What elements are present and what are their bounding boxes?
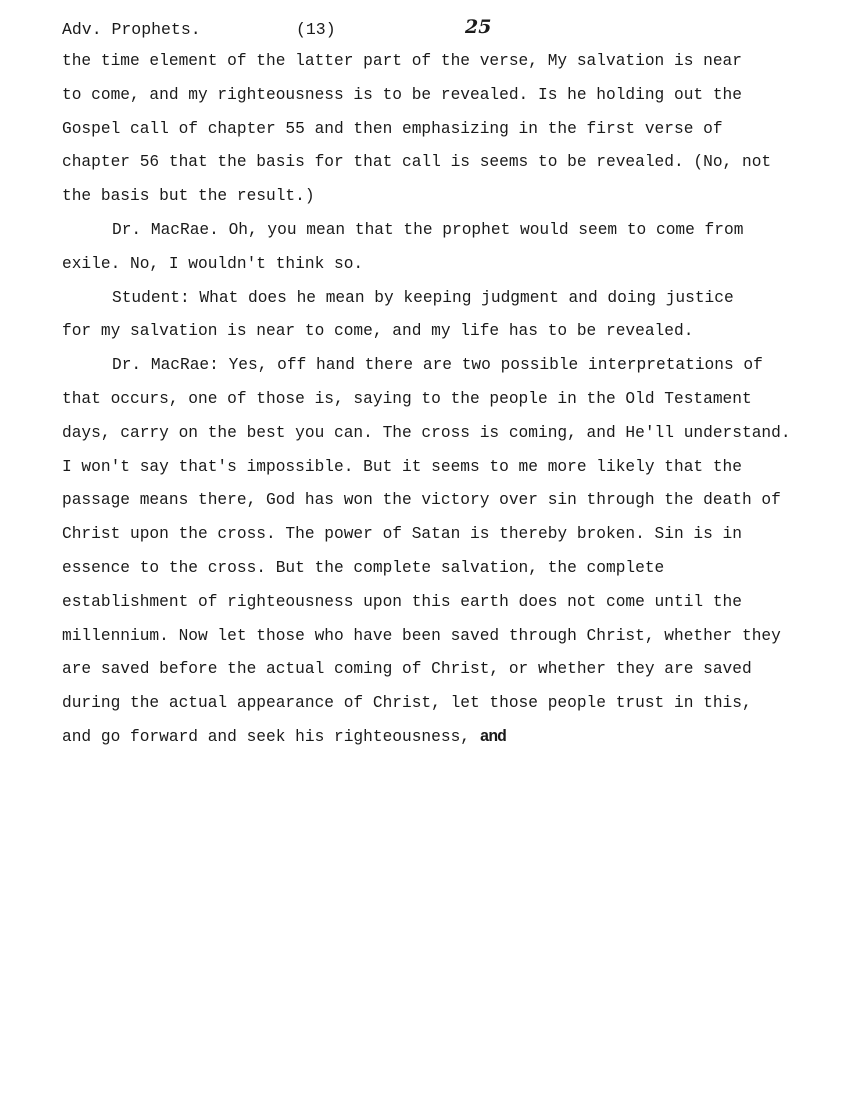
page-header: [62, 16, 822, 46]
text-line: Student: What does he mean by keeping judgment and doing justice: [112, 288, 734, 307]
handwritten-page-number: 25: [465, 16, 492, 38]
text-line: essence to the cross. But the complete salvation, the complete: [62, 558, 665, 577]
text-line: the time element of the latter part of the verse, My salvation is near: [62, 52, 742, 70]
text-line: I won't say that's impossible. But it seems to me more likely that the: [62, 457, 742, 476]
document-series-title: Adv. Prophets.: [62, 20, 201, 39]
text-line: that occurs, one of those is, saying to the people in the Old Testament: [62, 389, 752, 408]
text-line: to come, and my righteousness is to be revealed. Is he holding out the: [62, 85, 742, 104]
text-line: the basis but the result.): [62, 187, 315, 206]
page-number: (13): [296, 20, 336, 39]
text-line: days, carry on the best you can. The cross is coming, and He'll understand.: [62, 423, 791, 442]
text-line: exile. No, I wouldn't think so.: [62, 254, 364, 273]
text-line: Gospel call of chapter 55 and then emphasizing in the first verse of: [62, 119, 723, 138]
text-line: Christ upon the cross. The power of Satan is thereby broken. Sin is in: [62, 525, 742, 544]
text-line: millennium. Now let those who have been saved through Christ, whether they: [62, 626, 781, 645]
struck-word: and: [479, 727, 506, 746]
text-line: Dr. MacRae: Yes, off hand there are two possible interpretations of: [112, 356, 763, 375]
last-line-text: and go forward and seek his righteousness,: [62, 727, 480, 746]
text-line: are saved before the actual coming of Christ, or whether they are saved: [62, 660, 752, 679]
text-line: establishment of righteousness upon this earth does not come until the: [62, 592, 742, 611]
text-line: passage means there, God has won the victory over sin through the death of: [62, 491, 781, 510]
transcript-body: [62, 45, 842, 755]
text-line: during the actual appearance of Christ, let those people trust in this,: [62, 694, 752, 713]
text-line: Dr. MacRae. Oh, you mean that the prophet would seem to come from: [112, 220, 744, 239]
text-line-last: [62, 721, 842, 755]
text-line: for my salvation is near to come, and my life has to be revealed.: [62, 322, 694, 341]
text-line: chapter 56 that the basis for that call is seems to be revealed. (No, not: [62, 153, 772, 172]
